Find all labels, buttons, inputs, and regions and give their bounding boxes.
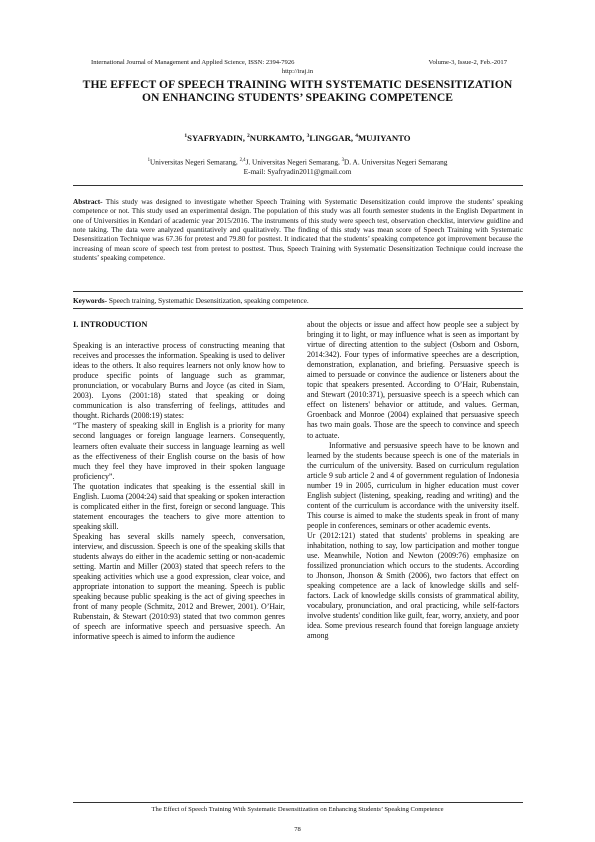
paragraph: Speaking has several skills namely speech, conversation, interview, and discussion. Speech is one of the speaking skills that students always do either in the academic setting or non-academic setting. Martin and Miller (2003) stated that speech refers to the speaking activities which use a good expression, clear voice, and appropriate intonation to support the meaning. Speech is public speaking because public speaking is the act of giving speeches in front of many people (Schmitz, 2012 and Brewer, 2001). O’Hair, Rubenstain, & Stewart (2010:93) stated that two common genres of speech are informative speech and persuasive speech. An informative speech is aimed to inform the audience — [73, 531, 285, 642]
affiliation-text: J. Universitas Negeri Semarang, — [245, 157, 342, 167]
paragraph: Speaking is an interactive process of constructing meaning that receives and processes the information. Speaking is used to deliver ideas to the others. It also requires learners not only know how to produce specific points of language such as grammar, pronunciation, or vocabulary Burns and Joyce (as cited in Siam, 2003). Lyons (2001:18) stated that speaking or doing communication is also transferring of feelings, attitudes and thought. Richards (2008:19) states: — [73, 341, 285, 421]
author-sup: 1 — [184, 133, 188, 140]
left-column — [73, 320, 285, 642]
volume-header: Volume-3, Issue-2, Feb.-2017 — [428, 59, 507, 66]
paragraph: The quotation indicates that speaking is the essential skill in English. Luoma (2004:24) said that speaking or spoken interaction is complicated either in the first, foreign or second language. This statement encourages the teachers to give more attention to speaking skill. — [73, 481, 285, 531]
author-name: LINGGAR, — [309, 133, 356, 143]
keywords-rule — [73, 308, 523, 309]
paragraph: about the objects or issue and affect how people see a subject by bringing it to light, or may influence what is seen as important by virtue of directing attention to the subject (Osborn and Osborn, 2014:342). Four types of informative speeches are a description, demonstration, explanation, and briefing. Persuasive speech is aimed to persuade or convince the audience or listeners about the topic that speakers presented. According to O’Hair, Rubenstain, and Stewart (2010:371), persuasive speech is a speech which can effect on listeners' behavior or attitude, and values. German, Groenback and Monroe (2004) explained that persuasive speech has two main goals. Those are the speech to convince and speech to actuate. — [307, 320, 519, 440]
affiliation-sup: 3 — [341, 158, 345, 163]
journal-header: International Journal of Management and Applied Science, ISSN: 2394-7926 — [91, 59, 295, 66]
affiliation-sup: 2,4 — [239, 158, 246, 163]
author-name: NURKAMTO, — [249, 133, 307, 143]
author-sup: 4 — [355, 133, 358, 140]
affiliations — [0, 156, 595, 177]
abstract — [73, 197, 523, 262]
abstract-text: This study was designed to investigate whether Speech Training with Systematic Desensitization could improve the students’ speaking competence or not. This study used an experimental design. The population of this study was all fourth semester students in the English Department in one of Universities in Kendari of academic year 2015/2016. The instruments of this study were speech test, observation checklist, interview guidline and note taking. The data were analyzed quantitatively and qualitatively. The finding of this study was mean score of Speech Training with Systematic Desensitization Technique was 67.36 for pretest and 79.80 for posttest. It indicated that the students’ speaking competence got improvement because the increasing of mean score of speech test from pretest to posttest. Thus, Speech Training with Systematic Desensitization Technique could increase the students’ speaking competence. — [73, 197, 523, 263]
section-heading-introduction: I. INTRODUCTION — [73, 320, 148, 329]
affiliation-text: D. A. Universitas Negeri Semarang — [344, 157, 448, 167]
author-list — [0, 133, 595, 143]
author-sup: 2 — [247, 133, 250, 140]
abstract-top-rule — [73, 185, 523, 186]
author-name: SYAFRYADIN, — [187, 133, 248, 143]
affiliation-text: Universitas Negeri Semarang, — [150, 157, 240, 167]
author-name: MUJIYANTO — [357, 133, 411, 143]
author-email: E-mail: Syafryadin2011@gmail.com — [243, 167, 352, 177]
paragraph: Ur (2012:121) stated that students' problems in speaking are inhabitation, nothing to say, low participation and mother tongue use. Meanwhile, Notion and Newton (2009:76) emphasize on fossilized pronunciation which occurs to the students. According to Jhonson, Jhonson & Smith (2006), two factors that effect on speaking competence are a lack of knowledge skills and self-factors. Lack of knowledge skills consists of grammatical ability, vocabulary, pronunciation, and oral practicing, while self-factors involve students' condition like guilt, fear, worry, anxiety, and poor idea. Some previous research found that foreign language anxiety among — [307, 530, 519, 641]
author-sup: 3 — [306, 133, 310, 140]
abstract-label: Abstract- — [73, 197, 103, 206]
block-quote: “The mastery of speaking skill in English is a priority for many second languages or foreign language learners. Consequently, learners often evaluate their success in language learning as well as the effectiveness of their English course on the basis of how much they feel they have improved in their spoken language proficiency”. — [73, 421, 285, 481]
keywords — [73, 296, 523, 305]
footer-rule — [73, 802, 523, 803]
paper-title: THE EFFECT OF SPEECH TRAINING WITH SYSTEMATIC DESENSITIZATION ON ENHANCING STUDENTS’ SPEAKING COMPETENCE — [82, 78, 513, 105]
abstract-bottom-rule — [73, 291, 523, 292]
running-title: The Effect of Speech Training With Systematic Desensitization on Enhancing Students’ Speaking Competence — [151, 806, 444, 813]
page-number: 78 — [294, 826, 301, 833]
keywords-label: Keywords- — [73, 296, 108, 305]
keywords-text: Speech training, Systemathic Desensitization, speaking competence. — [107, 296, 309, 305]
affiliation-sup: 1 — [147, 158, 150, 163]
paragraph: Informative and persuasive speech have to be known and learned by the students because speech is one of the materials in the curriculum of the university. Based on curriculum regulation article 9 sub article 2 and 4 of government regulation of Indonesia number 19 in 2005, curriculum in higher education must cover English subject (listening, speaking, reading and writing) and the content of the curriculum is accordance with the university itself. This course is aimed to make the students speak in front of many people in conferences, seminars or other academic events. — [307, 440, 519, 530]
affiliation-line — [0, 156, 595, 167]
journal-url: http://iraj.in — [281, 68, 314, 75]
right-column — [307, 320, 519, 642]
